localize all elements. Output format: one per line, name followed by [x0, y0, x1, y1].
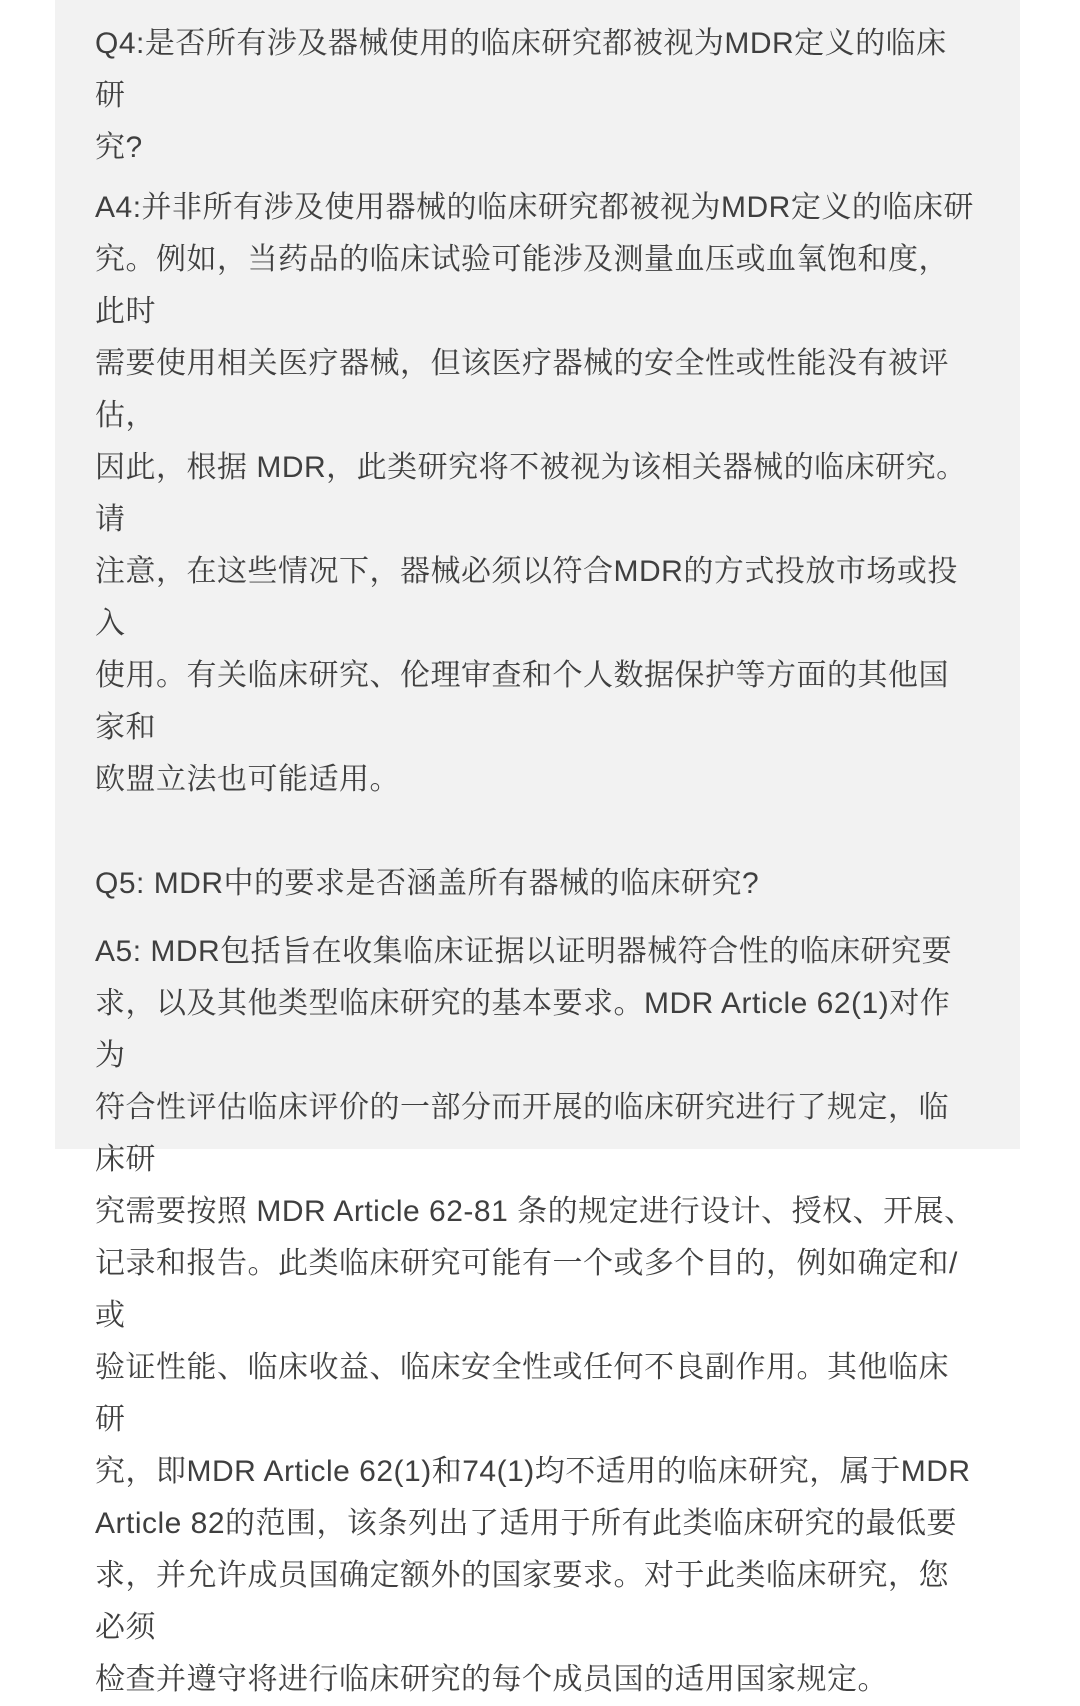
text-line: A5: MDR包括旨在收集临床证据以证明器械符合性的临床研究要	[95, 935, 953, 968]
text-line: 究?	[95, 131, 143, 164]
text-line: Article 82的范围，该条列出了适用于所有此类临床研究的最低要	[95, 1507, 958, 1540]
text-line: 记录和报告。此类临床研究可能有一个或多个目的，例如确定和/或	[95, 1247, 958, 1332]
text-line: 因此，根据 MDR，此类研究将不被视为该相关器械的临床研究。请	[95, 451, 967, 536]
text-line: 究需要按照 MDR Article 62-81 条的规定进行设计、授权、开展、	[95, 1195, 975, 1228]
text-line: 注意，在这些情况下，器械必须以符合MDR的方式投放市场或投入	[95, 555, 958, 640]
answer-a5	[95, 926, 975, 1706]
text-line: Q4:是否所有涉及器械使用的临床研究都被视为MDR定义的临床研	[95, 27, 947, 112]
text-line: 符合性评估临床评价的一部分而开展的临床研究进行了规定，临床研	[95, 1091, 949, 1176]
text-line: 验证性能、临床收益、临床安全性或任何不良副作用。其他临床研	[95, 1351, 949, 1436]
text-line: A4:并非所有涉及使用器械的临床研究都被视为MDR定义的临床研	[95, 191, 974, 224]
answer-a4	[95, 182, 975, 806]
question-q4	[95, 18, 975, 174]
text-line: 使用。有关临床研究、伦理审查和个人数据保护等方面的其他国家和	[95, 659, 949, 744]
text-line: 求，以及其他类型临床研究的基本要求。MDR Article 62(1)对作为	[95, 987, 951, 1072]
text-line: Q5: MDR中的要求是否涵盖所有器械的临床研究?	[95, 867, 760, 900]
text-line: 需要使用相关医疗器械，但该医疗器械的安全性或性能没有被评估，	[95, 347, 949, 432]
text-line: 检查并遵守将进行临床研究的每个成员国的适用国家规定。	[95, 1663, 888, 1696]
text-line: 究，即MDR Article 62(1)和74(1)均不适用的临床研究，属于MDR	[95, 1455, 971, 1488]
text-line: 欧盟立法也可能适用。	[95, 763, 400, 796]
article-body	[55, 0, 1020, 1696]
text-line: 求，并允许成员国确定额外的国家要求。对于此类临床研究，您必须	[95, 1559, 949, 1644]
question-q5	[95, 858, 975, 910]
text-line: 究。例如，当药品的临床试验可能涉及测量血压或血氧饱和度，此时	[95, 243, 949, 328]
